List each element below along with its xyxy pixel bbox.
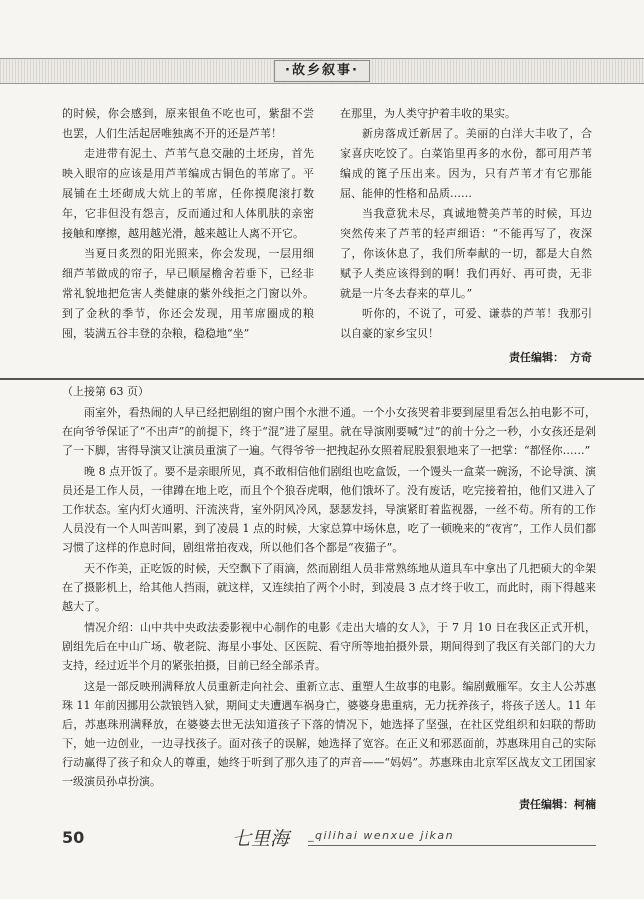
left-column [62,104,314,344]
editor-name: 柯楠 [574,798,596,811]
paragraph: 晚 8 点开饭了。要不是亲眼所见，真不敢相信他们剧组也吃盒饭，一个馒头一盒菜一碗汤，不论导演、演员还是工作人员，一律蹲在地上吃，而且个个狼吞虎咽，他们饿坏了。没有废话，吃完接着拍，他们又进入了工作状态。室内灯火通明、汗流浃背，室外阴风冷风，瑟瑟发抖，导演紧盯着监视器，一丝不苟。所有的工作人员没有一个人叫苦叫累，到了凌晨 1 点的时候，大家总算中场休息，吃了一顿晚来的“夜宵”，工作人员们都习惯了这样的作息时间，剧组常拍夜戏，所以他们各个都是“夜猫子”。 [62,465,596,554]
footer-rule [308,845,596,846]
paragraph: 听你的，不说了，可爱、谦恭的芦苇！我那引以自豪的家乡宝贝！ [340,307,592,340]
page-footer [62,820,596,850]
two-column-article [62,104,592,364]
paragraph: 雨室外，看热闹的人早已经把剧组的窗户围个水泄不通。一个小女孩哭着非要到屋里看怎么拍电影不可，在向爷爷保证了“不出声”的前提下，终于“混”进了屋里。就在导演刚要喊“过”的前十分之一秒，小女孩还是剁了一下脚，害得导演又让演员重演了一遍。气得爷爷一把拽起孙女照着屁股狠狠地来了一把掌：“都怪你……” [62,406,596,457]
section-header-band [0,58,644,84]
editor-name: 方奇 [570,351,592,364]
paragraph: 在那里，为人类守护着丰收的果实。 [340,107,516,120]
section-title: ·故乡叙事· [274,60,370,82]
editor-label: 责任编辑： [509,351,564,364]
section-divider [0,378,644,380]
right-column [340,104,592,368]
paragraph: 情况介绍：山中共中央政法委影视中心制作的电影《走出大墙的女人》，于 7 月 10 日在我区正式开机，剧组先后在中山广场、敬老院、海星小事处、区医院、看守所等地拍摄外景，期间得到了我区有关部门的大力支持，经过近半个月的紧张拍摄，目前已经全部杀青。 [62,621,596,672]
paragraph: 当我意犹未尽，真诚地赞美芦苇的时候，耳边突然传来了芦苇的轻声细语：“不能再写了，夜深了，你该休息了，我们所奉献的一切，都是大自然赋予人类应该得到的啊！我们再好、再可贵，无非就是一片冬去春来的草儿。” [340,207,592,300]
paragraph: 天不作美，正吃饭的时候，天空飘下了雨滴，然而剧组人员非常熟练地从道具车中拿出了几把硕大的伞架在了摄影机上，给其他人挡雨，就这样，又连续拍了两个小时，到凌晨 3 点才终于收工，而此时，雨下得越来越大了。 [62,562,596,613]
paragraph: 这是一部反映刑满释放人员重新走向社会、重新立志、重塑人生故事的电影。编剧戴雁军。女主人公苏惠珠 11 年前因挪用公款锒铛入狱，期间丈夫遭遇车祸身亡，婆婆身患重病，无力抚养孩子，将孩子送人。11 年后，苏惠珠刑满释放，在婆婆去世无法知道孩子下落的情况下，她选择了坚强，在社区党组织和妇联的帮助下，她一边创业，一边寻找孩子。面对孩子的误解，她选择了宽容。在正义和邪恶面前，苏惠珠用自己的实际行动赢得了孩子和众人的尊重，她终于听到了那久违了的声音——“妈妈”。苏惠珠由北京军区战友文工团国家一级演员孙卓扮演。 [62,680,596,788]
editor-credit [340,348,592,368]
paragraph: 的时候，你会感到，原来银鱼不吃也可，紫甜不尝也罢，人们生活起居唯独离不开的还是芦苇！ [62,107,314,140]
continued-article [62,382,596,814]
magazine-logo: 七里海 [232,828,290,850]
editor-credit [62,795,596,814]
paragraph: 走进带有泥土、芦苇气息交融的土坯房，首先映入眼帘的应该是用芦苇编成古铜色的苇席了。平展铺在土坯砌成大炕上的苇席，任你摸爬滚打数年，它非但没有怨言，反而通过和人体肌肤的亲密接触和摩擦，越用越光滑，越来越让人离不开它。 [62,147,314,240]
paragraph: 新房落成迁新居了。美丽的白洋大丰收了，合家喜庆吃饺了。白菜馅里再多的水份，都可用芦苇编成的篦子压出来。因为，只有芦苇才有它那能屈、能伸的性格和品质…… [340,127,592,200]
page-number: 50 [62,828,85,847]
continued-note: （上接第 63 页） [62,385,149,398]
editor-label: 责任编辑： [519,798,574,811]
paragraph: 当夏日炙烈的阳光照来，你会发现，一层用细细芦苇做成的帘子，早已顺屋檐舍若垂下，已经非常礼貌地把危害人类健康的紫外线拒之门窗以外。到了金秋的季节，你还会发现，用苇席圈成的粮囤，装满五谷丰登的杂粮，稳稳地“坐” [62,247,314,340]
magazine-pinyin: _qilihai wenxue jikan [308,829,455,842]
